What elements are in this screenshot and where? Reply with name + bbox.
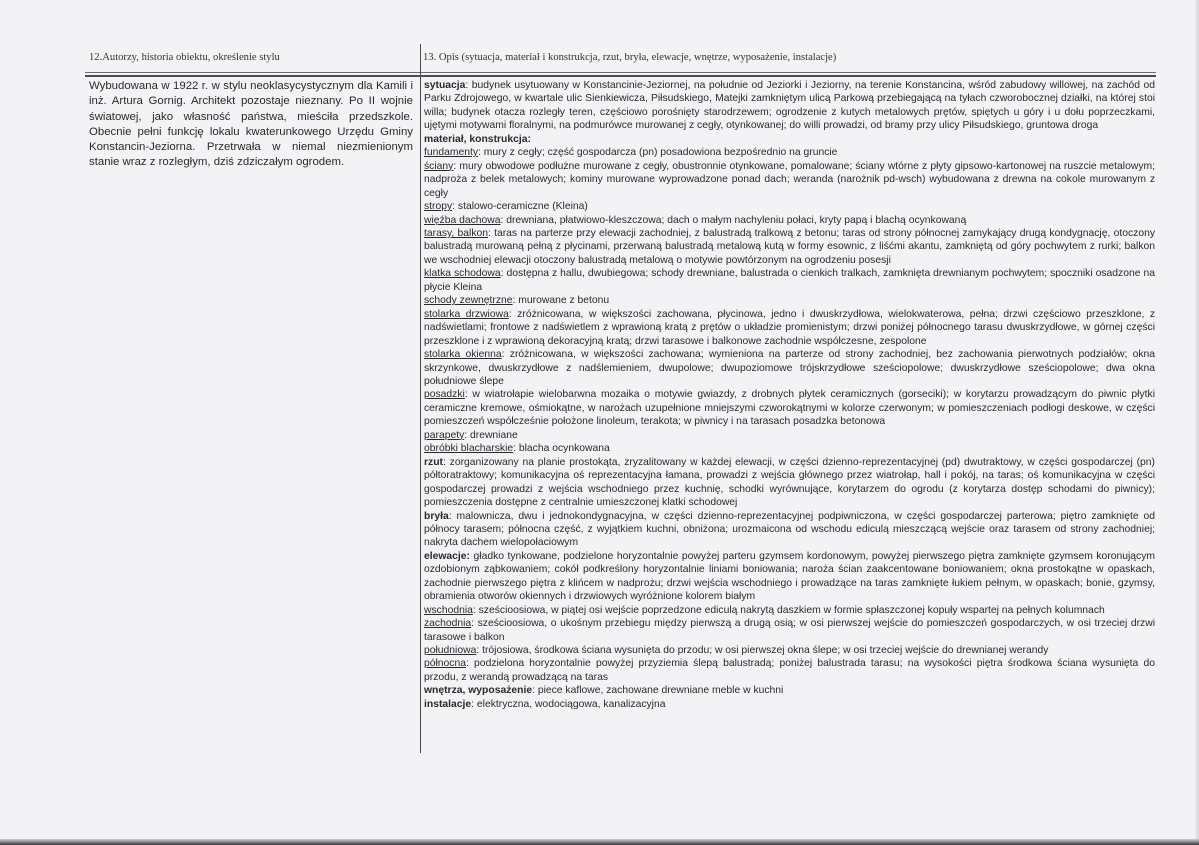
entry-label: stolarka okienna bbox=[424, 349, 502, 361]
description-entry bbox=[424, 146, 1155, 159]
column-divider bbox=[420, 44, 421, 753]
entry-text: : malownicza, dwu i jednokondygnacyjna, w części dzienno-reprezentacyjnej podpiwniczona, w części gospodarczej parterowa; piętro zamknięte od północy tarasem; północna część, z wyjątkiem kuchni, obniżona; urozmaicona od wschodu ediculą mieszczącą wejście oraz tarasem od strony zachodniej; nakryta dachem wielopołaciowym bbox=[424, 510, 1155, 549]
entry-label: klatka schodowa bbox=[424, 268, 501, 280]
description-entry bbox=[424, 214, 1155, 227]
entry-label: fundamenty bbox=[424, 147, 479, 159]
description-entry bbox=[424, 657, 1155, 684]
entry-text: : zróżnicowana, w większości zachowana, płycinowa, jedno i dwuskrzydłowa, wielokwaterowa, pełna; drzwi częściowo przeszklone, z nadświetlami; frontowe z nadświetlem z wprawioną kratą z prętów o układzie promienistym; drzwi poniżej północnego tarasu dwuskrzydłowe, w górnej części przeszklone i z wprawioną dekoracyjną kratą; drzwi tarasowe i balkonowe zachodnie współczesne, zespolone bbox=[424, 308, 1155, 347]
description-entry bbox=[424, 684, 1155, 697]
entry-text: : zróżnicowana, w większości zachowana; wymieniona na parterze od strony zachodniej, bez zachowania pierwotnych podziałów; okna skrzynkowe, dwuskrzydłowe z nadślemieniem, dwupolowe; dwupoziomowe trójskrzydłowe sześciopolowe; dwuskrzydłowe sześciopolowe; dwa okna południowe ślepe bbox=[424, 349, 1155, 387]
entry-label: obróbki blacharskie bbox=[424, 443, 514, 455]
description-column bbox=[424, 79, 1155, 711]
entry-text: : drewniana, płatwiowo-kleszczowa; dach o małym nachyleniu połaci, kryty papą i blachą ocynkowaną bbox=[500, 214, 967, 226]
entry-text: gładko tynkowane, podzielone horyzontalnie powyżej parteru gzymsem kordonowym, powyżej pierwszego piętra zamknięte gzymsem koronującym ozdobionym ząbkowaniem; cokół podkreślony horyzontalnie liniami boniowania; naroża ścian zaakcentowane boniowaniem; okna prostokątne w opaskach, zachodnie pierwszego piętra z klińcem w nadprożu; drzwi wejścia wschodniego i prowadzące na taras zamknięte łukiem pełnym, w opaskach; bonie, gzymsy, obramienia otworów okiennych i drzwiowych wyróżnione kolorem białym bbox=[424, 550, 1155, 603]
entry-text: : drewniane bbox=[464, 429, 518, 441]
entry-text: : dostępna z hallu, dwubiegowa; schody drewniane, balustrada o cienkich tralkach, zamknięta drewnianym pochwytem; spoczniki osadzone na płycie Kleina bbox=[424, 268, 1155, 293]
page-bottom-edge bbox=[0, 839, 1199, 845]
header-rule-thin bbox=[85, 72, 1156, 73]
entry-label: wnętrza, wyposażenie bbox=[424, 685, 533, 697]
description-entry bbox=[424, 604, 1155, 617]
header-rule-thick bbox=[85, 75, 1156, 77]
description-entry bbox=[424, 267, 1155, 294]
entry-label: bryła bbox=[424, 510, 449, 522]
entry-text: : taras na parterze przy elewacji zachodniej, z balustradą tralkową z betonu; taras od strony północnej zamykający drugą kondygnację, otoczony balustradą murowaną pełną z płycinami, przerwaną balustradą metalową kutą w formy esownic, z liśćmi akantu, zamkniętą od góry pochwytem z rurki; balkon we wschodniej elewacji otoczony balustradą metalową o motywie powtórzonym na ogrodzeniu posesji bbox=[424, 227, 1155, 266]
entry-label: elewacje: bbox=[424, 550, 471, 562]
entry-text: : podzielona horyzontalnie powyżej przyziemia ślepą balustradą; poniżej balustrada tarasu; na wysokości piętra środkowa ściana wysunięta do przodu, z werandą prowadzącą na taras bbox=[424, 658, 1155, 683]
history-text: Wybudowana w 1922 r. w stylu neoklasycystycznym dla Kamili i inż. Artura Gornig. Architekt pozostaje nieznany. Po II wojnie światowej, jako własność państwa, mieściła przedszkole. Obecnie pełni funkcję lokalu kwaterunkowego Urzędu Gminy Konstancin-Jeziorna. Przetrwała w niemal niezmienionym stanie wraz z rozległym, dziś zdziczałym ogrodem. bbox=[89, 80, 413, 169]
entry-text: : elektryczna, wodociągowa, kanalizacyjna bbox=[471, 698, 666, 710]
description-entry bbox=[424, 133, 1155, 146]
entry-label: więźba dachowa bbox=[424, 214, 501, 226]
entry-text: : w wiatrołapie wielobarwna mozaika o motywie gwiazdy, z drobnych płytek ceramicznych (gorseciki); w korytarzu prowadzącym do piwnic płytki ceramiczne kremowe, ośmiokątne, w narożach uzupełnione mniejszymi czworokątnymi w kolorze czerwonym; w pomieszczeniach podłogi deskowe, w części pomieszczeń współcześnie położone linoleum, terakota; w piwnicy i na tarasach posadzka betonowa bbox=[424, 389, 1155, 428]
description-entry bbox=[424, 200, 1155, 213]
description-entry bbox=[424, 442, 1155, 455]
description-entry bbox=[424, 698, 1155, 711]
description-entry bbox=[424, 429, 1155, 442]
entry-label: stropy bbox=[424, 201, 453, 213]
entry-label: południowa bbox=[424, 645, 477, 657]
entry-text: : stalowo-ceramiczne (Kleina) bbox=[452, 201, 588, 213]
description-entry bbox=[424, 388, 1155, 428]
description-entry bbox=[424, 348, 1155, 388]
entry-text: : piece kaflowe, zachowane drewniane meble w kuchni bbox=[532, 685, 784, 697]
entry-label: tarasy, balkon bbox=[424, 227, 488, 239]
entry-text: : murowane z betonu bbox=[512, 295, 610, 307]
entry-text: : blacha ocynkowana bbox=[513, 443, 610, 455]
entry-text: : sześcioosiowa, o ukośnym przebiegu między pierwszą a drugą osią; w osi pierwszej wejście do pomieszczeń gospodarczych, w osi trzeciej drzwi tarasowe i balkon bbox=[424, 618, 1155, 643]
section-12-header: 12.Autorzy, historia obiektu, określenie stylu bbox=[89, 52, 280, 63]
entry-text: : zorganizowany na planie prostokąta, zryzalitowany w każdej elewacji, w części dzienno-reprezentacyjnej (pd) dwutraktowy, w części gospodarczej (pn) półtoratraktowy; komunikacyjna oś reprezentacyjna łamana, prowadzi z wejścia głównego przez wiatrołap, hall i pokój, na taras; oś komunikacyjna w części gospodarczej prowadzi z wejścia wschodniego przez kuchnię, schodki wyrównujące, korytarzem do ogrodu (z korytarza dostęp schodami do piwnicy); pomieszczenia dostępne z centralnie umieszczonej klatki schodowej bbox=[424, 456, 1155, 509]
description-entry bbox=[424, 308, 1155, 348]
entry-label: parapety bbox=[424, 429, 465, 441]
entry-label: rzut bbox=[424, 456, 443, 468]
description-entry bbox=[424, 79, 1155, 133]
section-13-header: 13. Opis (sytuacja, materiał i konstrukcja, rzut, bryła, elewacje, wnętrze, wyposażenie, instalacje) bbox=[423, 52, 837, 63]
entry-label: posadzki bbox=[424, 389, 465, 401]
entry-label: zachodnia bbox=[424, 618, 472, 630]
entry-label: wschodnia bbox=[424, 604, 473, 616]
page-right-edge bbox=[1195, 0, 1199, 845]
description-entry bbox=[424, 550, 1155, 604]
entry-label: schody zewnętrzne bbox=[424, 295, 513, 307]
description-entry bbox=[424, 456, 1155, 510]
entry-label: instalacje bbox=[424, 698, 472, 710]
entry-text: : sześcioosiowa, w piątej osi wejście poprzedzone ediculą nakrytą daszkiem w formie spłaszczonej kopuły wspartej na pełnych kolumnach bbox=[472, 604, 1105, 616]
entry-label: sytuacja bbox=[424, 80, 466, 91]
entry-label: północna bbox=[424, 658, 466, 670]
description-entry bbox=[424, 160, 1155, 200]
entry-label: materiał, konstrukcja: bbox=[424, 133, 531, 145]
entry-text: : budynek usytuowany w Konstancinie-Jeziornej, na południe od Jeziorki i Jeziorny, na terenie Konstancina, wśród zabudowy willowej, na zachód od Parku Zdrojowego, w kwartale ulic Sienkiewicza, Piłsudskiego, Matejki zamkniętym ulicą Parkową przebiegającą na tyłach czworobocznej działki, na której stoi willa; budynek otacza rozległy teren, częściowo porośnięty starodrzewem; ogrodzenie z kutych metalowych prętów, spiętych u góry i u dołu poprzeczkami, ujętymi motywami floralnymi, na podmurówce murowanej z cegły, otynkowanej; do willi prowadzi, od bramy przy ulicy Piłsudskiego, gruntowa droga bbox=[424, 80, 1155, 132]
entry-label: ściany bbox=[424, 160, 454, 172]
description-entry bbox=[424, 227, 1155, 267]
description-entry bbox=[424, 294, 1155, 307]
entry-label: stolarka drzwiowa bbox=[424, 308, 509, 320]
description-entry bbox=[424, 510, 1155, 550]
description-entry bbox=[424, 617, 1155, 644]
entry-text: : mury obwodowe podłużne murowane z cegły, obustronnie otynkowane, pomalowane; ściany wtórne z płyty gipsowo-kartonowej na ruszcie metalowym; nadproża z belek metalowych; kominy murowane wyprowadzone ponad dach; weranda (narożnik pd-wsch) wybudowana z drewna na cokole murowanym z cegły bbox=[424, 160, 1155, 199]
entry-text: : trójosiowa, środkowa ściana wysunięta do przodu; w osi pierwszej okna ślepe; w osi trzeciej wejście do drewnianej werandy bbox=[476, 645, 1049, 657]
description-entry bbox=[424, 644, 1155, 657]
entry-text: : mury z cegły; część gospodarcza (pn) posadowiona bezpośrednio na gruncie bbox=[478, 147, 838, 159]
